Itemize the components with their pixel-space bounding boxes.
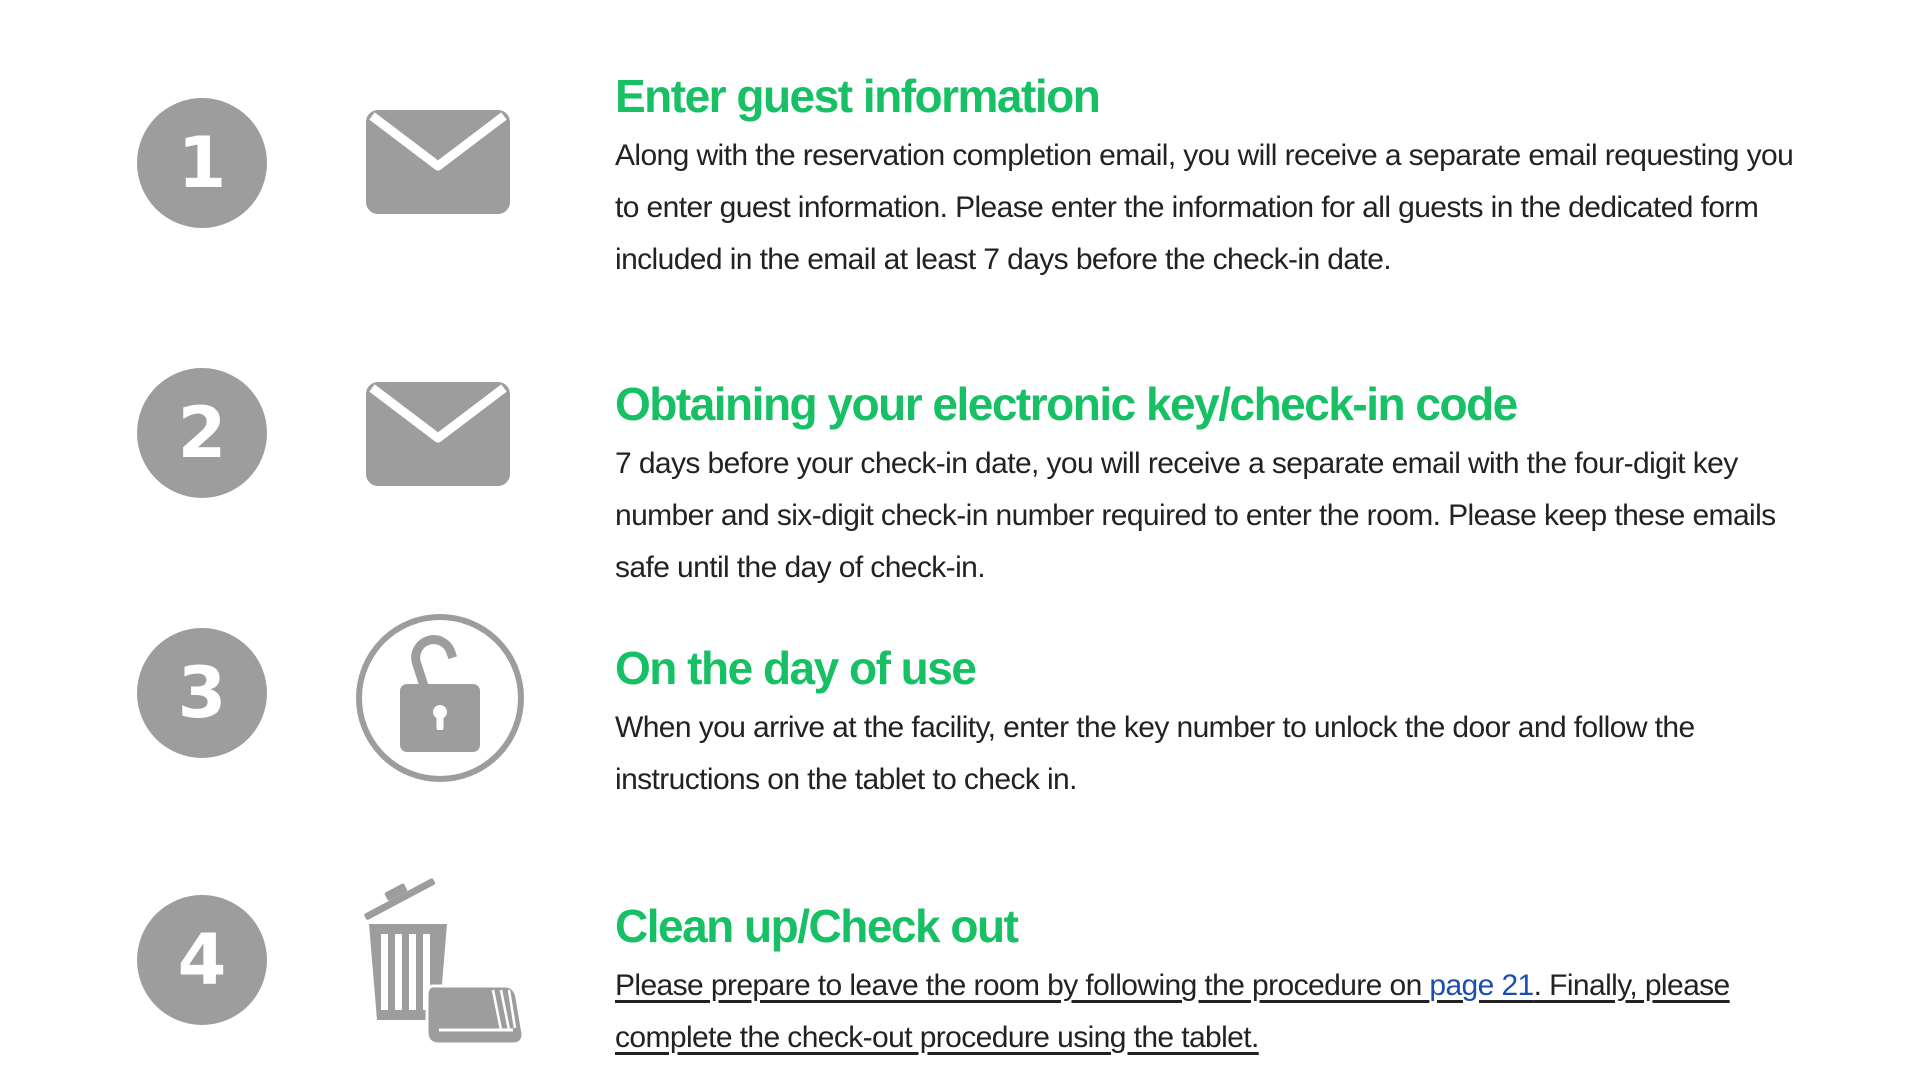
step-number-badge: 3 bbox=[137, 628, 267, 758]
step-description bbox=[615, 960, 1815, 1064]
trash-bin-towel-icon bbox=[355, 862, 527, 1059]
step-description-text: . Finally, please complete the check-out procedure using the tablet. bbox=[615, 969, 1730, 1054]
step-number-badge: 4 bbox=[137, 895, 267, 1025]
step-title: Obtaining your electronic key/check-in code bbox=[615, 378, 1517, 430]
envelope-icon bbox=[364, 108, 512, 221]
unlocked-padlock-icon bbox=[354, 612, 526, 789]
step-description-text: Please prepare to leave the room by following the procedure on bbox=[615, 969, 1430, 1002]
step-number-badge: 2 bbox=[137, 368, 267, 498]
step-description: Along with the reservation completion email, you will receive a separate email requesting you to enter guest information. Please enter the information for all guests in the dedicated form included in the email at least 7 days before the check-in date. bbox=[615, 139, 1794, 276]
step-description: When you arrive at the facility, enter the key number to unlock the door and follow the instructions on the tablet to check in. bbox=[615, 711, 1695, 796]
page-21-link[interactable]: page 21 bbox=[1429, 969, 1534, 1002]
step-title: On the day of use bbox=[615, 642, 976, 694]
step-number-badge: 1 bbox=[137, 98, 267, 228]
step-title: Enter guest information bbox=[615, 70, 1100, 122]
step-title: Clean up/Check out bbox=[615, 900, 1018, 952]
envelope-icon bbox=[364, 380, 512, 493]
step-description: 7 days before your check-in date, you will receive a separate email with the four-digit key number and six-digit check-in number required to enter the room. Please keep these emails safe until the day of check-in. bbox=[615, 447, 1776, 584]
